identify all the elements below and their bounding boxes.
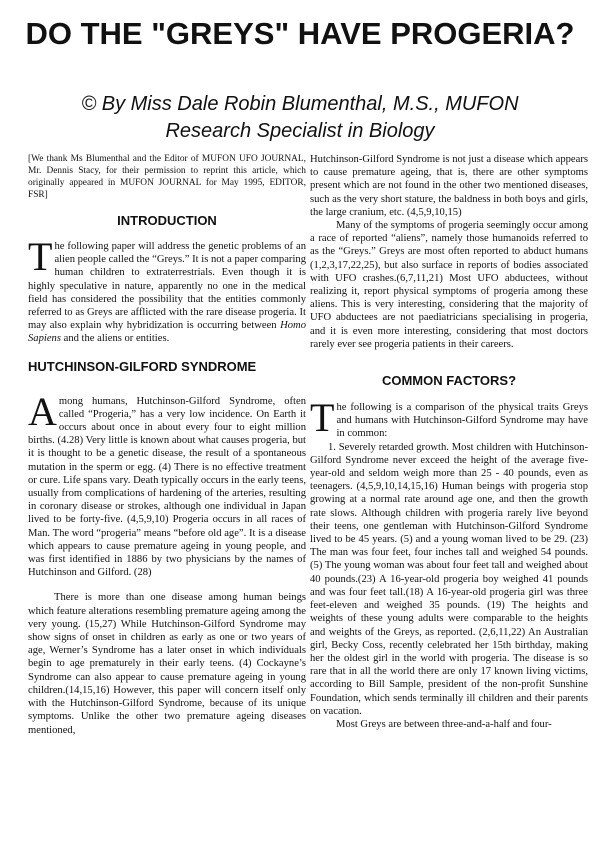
hgs-paragraph-4: Many of the symptoms of progeria seemingly occur among a race of reported “aliens”, namely those humanoids referred to as the “Greys.” Greys are most often reported to abduct humans (1,2,3,17,22,25), but also surface in reports of bodies associated with UFO crashes.(6,7,11,21) Most UFO abductees, without realizing it, report physical symptoms of progeria among these aliens. This is very interesting, considering that the majority of UFO abductees are not paediatricians specialising in progeria, and it is even more interesting, considering that most doctors rarely ever see progeria patients in their careers. <box>310 220 588 350</box>
hgs-paragraph-1 <box>28 388 306 580</box>
common-paragraph-1 <box>310 395 588 441</box>
hgs-heading: HUTCHINSON-GILFORD SYNDROME <box>28 358 257 374</box>
common-paragraph-2: 1. Severely retarded growth. Most children with Hutchinson-Gilford Syndrome never exceed the height of the average five-year-old and seldom weigh more than 25 - 40 pounds, even as teenagers. (4,5,9,10,14,15,16) Human beings with progeria stop growing at a normal rate around age one, and then the growth rate slows. Although children with progeria rarely live beyond their teens, one gentleman with Hutchinson-Gilford Syndrome lived to be 45 years. (5) and a young woman lived to be 29. (23) The man was four feet, four inches tall and weighed 54 pounds. (5) The young woman was about four feet tall and weighed about 40 pounds.(23) A 16-year-old progeria boy weighed 41 pounds and was four feet tall.(18) A 16-year-old progeria girl was three feet-eleven and weighed 35 pounds. (19) The heights and weights of these young adults were comparable to the heights and weights of the Greys, as reported. (2,6,11,22) An Australian girl, Becky Coss, recently celebrated her 15th birthday, making her the oldest girl in the world with progeria. The disease is so rare that in all the world there are only 17 known living victims, according to Bill Sample, president of the non-profit Sunshine Foundation, which sends terminally ill children and their parents on vacation. <box>310 441 588 717</box>
common-factors-heading: COMMON FACTORS? <box>381 373 517 389</box>
intro-emphasis: Homo Sapiens <box>28 320 306 345</box>
byline <box>0 91 600 145</box>
dropcap-t2: T <box>310 395 335 441</box>
dropcap-a: A <box>28 388 57 434</box>
common-paragraph-3: Most Greys are between three-and-a-half and four- <box>336 718 552 730</box>
intro-text-a: he following paper will address the genetic problems of an alien people called the “Greys.” It is not a paper comparing human children to extraterrestrials. Even though it is highly speculative in nature, apparently no one in the medical field has considered the possibility that the entities commonly referred to as Greys are afflicted with the rare disease progeria. It may also explain why hybridization is occurring between <box>28 241 306 332</box>
common-text-1: he following is a comparison of the physical traits Greys and humans with Hutchinson-Gilford Syndrome may have in common: <box>336 402 588 440</box>
editor-note: [We thank Ms Blumenthal and the Editor of MUFON UFO JOURNAL, Mr. Dennis Stacy, for their permission to reprint this article, which originally appeared in MUFON JOURNAL for May 1995, EDITOR, FSR] <box>28 154 306 200</box>
introduction-heading: INTRODUCTION <box>117 213 217 228</box>
hgs-paragraph-3: Hutchinson-Gilford Syndrome is not just a disease which appears to cause premature ageing, that is, there are other symptoms present which are not found in the other two mentioned diseases, such as the very short stature, the baldness in both boys and girls, the large cranium, etc. (4,5,9,10,15) <box>310 154 588 218</box>
introduction-paragraph <box>28 234 306 346</box>
dropcap-t: T <box>28 234 53 279</box>
byline-title: Research Specialist in Biology <box>165 120 435 142</box>
article-title: DO THE "GREYS" HAVE PROGERIA? <box>25 16 575 51</box>
hgs-text-1: mong humans, Hutchinson-Gilford Syndrome, often called “Progeria,” has a very low incidence. On Earth it occurs about once in about every four to eight million births. (4.28) Very little is known about what causes progeria, but it is thought to be a genetic disease, the result of a spontaneous mutation in the sperm or egg. (4) There is no effective treatment or cure. Life spans vary. Death typically occurs in the early teens, usually from complications of hardening of the arteries, resulting in coronary disease or strokes, although one individual in Japan lived to be forty-five. (4,5,9,10) Progeria occurs in all races of Man. The word “progeria” means “before old age”. It is a disease which appears to cause premature ageing in young people, and was first identified in 1886 by two physicians by the names of Hutchinson and Gilford. (28) <box>28 395 306 579</box>
byline-author: © By Miss Dale Robin Blumenthal, M.S., MUFON <box>81 93 519 115</box>
hgs-paragraph-2: There is more than one disease among human beings which feature alterations resembling premature ageing among the very young. (15,27) While Hutchinson-Gilford Syndrome may show signs of onset in children as early as one or two years of age, Werner’s Syndrome has a later onset in which individuals begin to age prematurely in their early teens. (4) Cockayne’s Syndrome can also appear to cause premature ageing in young children.(14,15,16) However, this paper will concern itself only with the Hutchinson-Gilford Syndrome, because of its unique symptoms. Unlike the other two premature ageing diseases mentioned, <box>28 592 306 736</box>
right-column <box>310 153 588 731</box>
intro-text-b: and the aliens or entities. <box>60 333 170 345</box>
left-column <box>28 153 306 737</box>
